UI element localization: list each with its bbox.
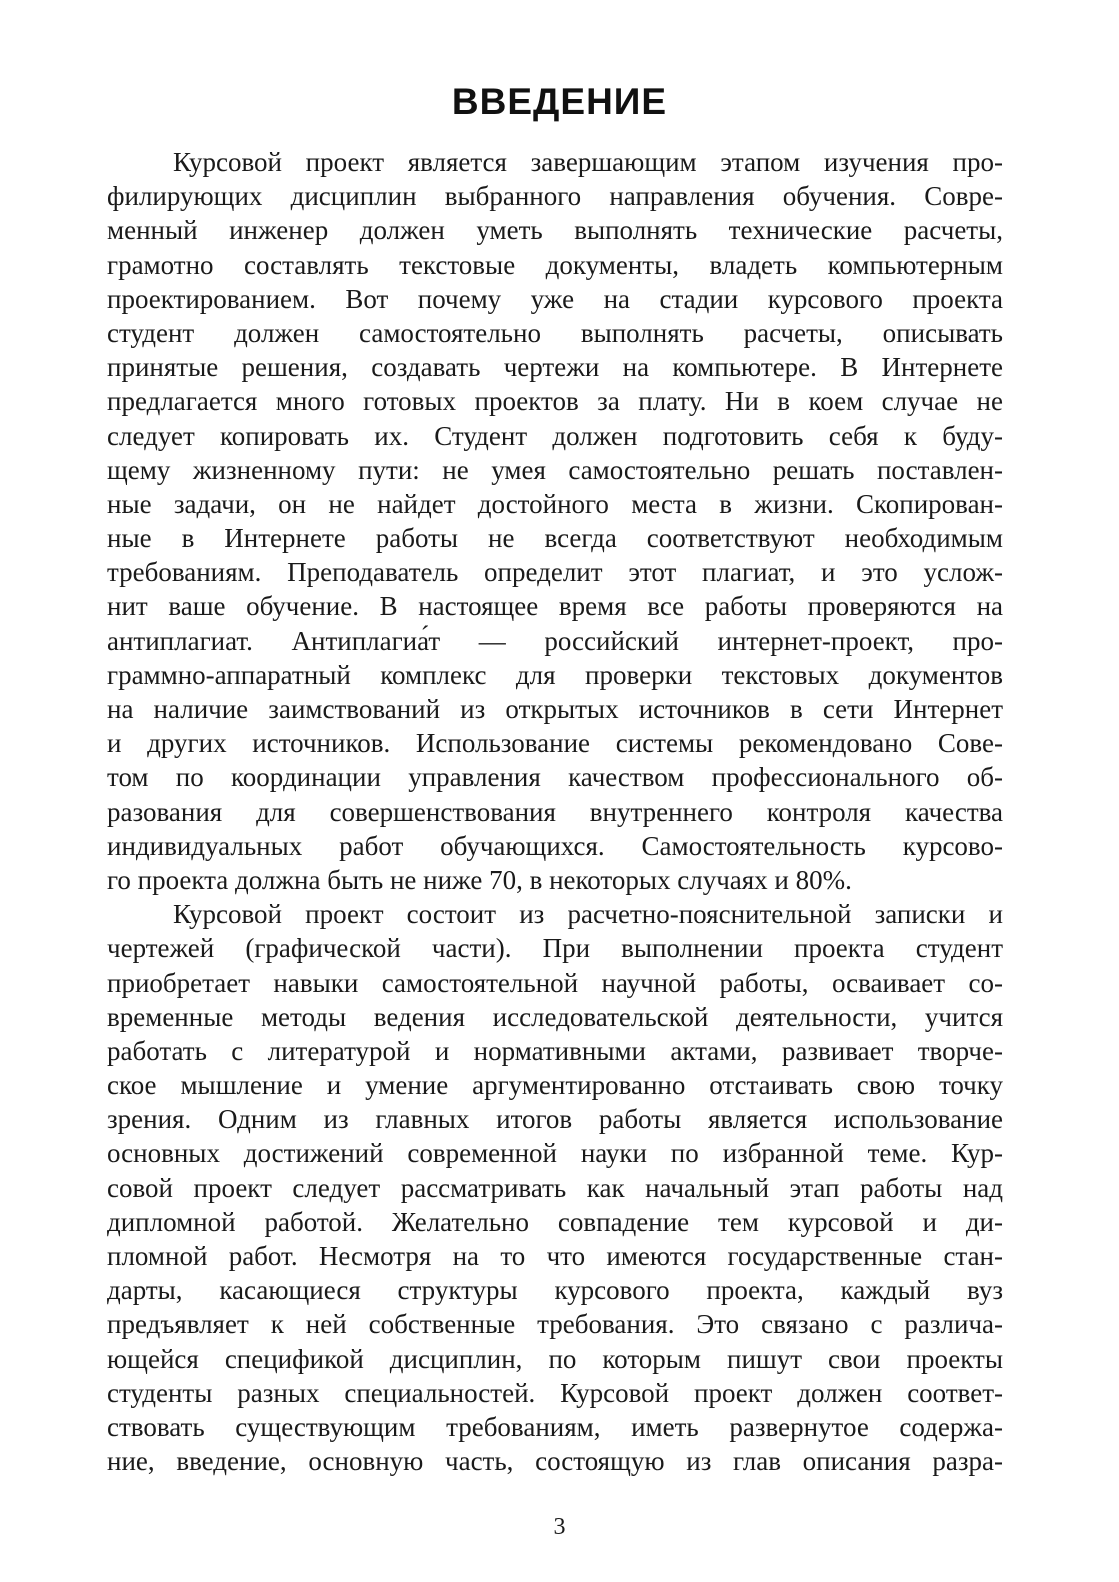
text-line: основных достижений современной науки по избранной теме. Кур- — [107, 1138, 1003, 1169]
text-line: и других источников. Использование системы рекомендовано Сове- — [107, 728, 1003, 759]
text-line: требованиям. Преподаватель определит этот плагиат, и это услож- — [107, 557, 1003, 588]
text-line: нит ваше обучение. В настоящее время все работы проверяются на — [107, 591, 1003, 622]
text-line: ское мышление и умение аргументированно отстаивать свою точку — [107, 1070, 1003, 1101]
text-line: филирующих дисциплин выбранного направления обучения. Совре- — [107, 181, 1003, 212]
text-line: принятые решения, создавать чертежи на компьютере. В Интернете — [107, 352, 1003, 383]
body-text — [107, 145, 1003, 1478]
text-line: ствовать существующим требованиям, иметь развернутое содержа- — [107, 1411, 1003, 1442]
text-line: студент должен самостоятельно выполнять расчеты, описывать — [107, 317, 1003, 348]
text-line: менный инженер должен уметь выполнять технические расчеты, — [107, 215, 1003, 246]
text-line: Курсовой проект является завершающим этапом изучения про- — [173, 147, 1003, 177]
text-line: индивидуальных работ обучающихся. Самостоятельность курсово- — [107, 830, 1003, 861]
text-line: ные задачи, он не найдет достойного места в жизни. Скопирован- — [107, 488, 1003, 519]
text-line: щему жизненному пути: не умея самостоятельно решать поставлен- — [107, 454, 1003, 485]
text-line: временные методы ведения исследовательской деятельности, учится — [107, 1001, 1003, 1032]
paragraph-2 — [107, 897, 1003, 1478]
text-line: работать с литературой и нормативными актами, развивает творче- — [107, 1035, 1003, 1066]
text-line: граммно-аппаратный комплекс для проверки текстовых документов — [107, 659, 1003, 690]
page-title: ВВЕДЕНИЕ — [451, 81, 668, 122]
text-line: Курсовой проект состоит из расчетно-пояснительной записки и — [173, 899, 1003, 930]
text-line: на наличие заимствований из открытых источников в сети Интернет — [107, 694, 1003, 724]
text-line: приобретает навыки самостоятельной научной работы, осваивает со- — [107, 967, 1003, 998]
text-line: проектированием. Вот почему уже на стадии курсового проекта — [107, 283, 1003, 314]
text-line: предлагается много готовых проектов за плату. Ни в коем случае не — [107, 386, 1003, 417]
text-line: дипломной работой. Желательно совпадение тем курсовой и ди- — [107, 1206, 1003, 1237]
text-line: разования для совершенствования внутреннего контроля качества — [107, 796, 1003, 827]
text-line: грамотно составлять текстовые документы, владеть компьютерным — [107, 249, 1003, 280]
text-line: зрения. Одним из главных итогов работы является использование — [107, 1104, 1003, 1135]
text-line: студенты разных специальностей. Курсовой проект должен соответ- — [107, 1377, 1003, 1408]
text-line: ные в Интернете работы не всегда соответствуют необходимым — [107, 523, 1003, 554]
text-line: ющейся спецификой дисциплин, по которым пишут свои проекты — [107, 1343, 1003, 1374]
text-line: совой проект следует рассматривать как начальный этап работы над — [107, 1172, 1003, 1203]
text-line: ние, введение, основную часть, состоящую из глав описания разра- — [107, 1446, 1003, 1477]
text-line: следует копировать их. Студент должен подготовить себя к буду- — [107, 420, 1003, 451]
paragraph-1 — [107, 145, 1003, 897]
text-line: го проекта должна быть не ниже 70, в некоторых случаях и 80%. — [107, 864, 852, 895]
text-line: антиплагиат. Антиплагиа́т — российский интернет-проект, про- — [107, 625, 1003, 656]
text-line: чертежей (графической части). При выполнении проекта студент — [107, 933, 1003, 964]
text-line: предъявляет к ней собственные требования. Это связано с различа- — [107, 1309, 1003, 1340]
text-line: том по координации управления качеством профессионального об- — [107, 762, 1003, 793]
text-line: дарты, касающиеся структуры курсового проекта, каждый вуз — [107, 1275, 1003, 1306]
text-line: пломной работ. Несмотря на то что имеются государственные стан- — [107, 1241, 1003, 1271]
page-number: 3 — [553, 1514, 566, 1540]
